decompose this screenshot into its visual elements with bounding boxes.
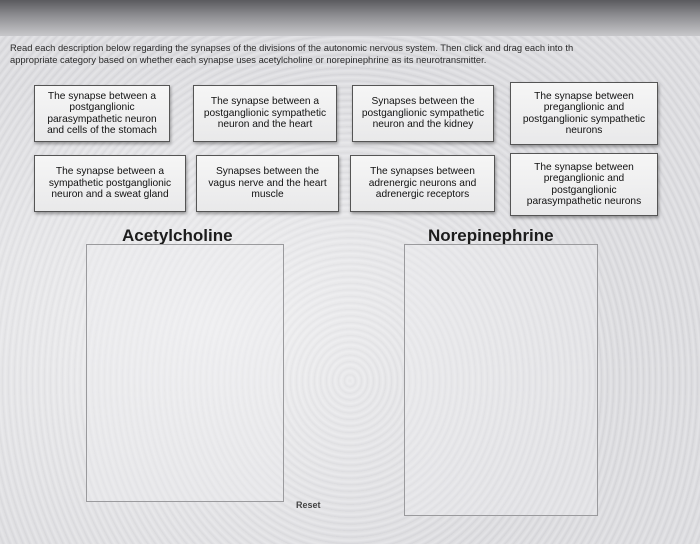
card-text-line: preganglionic and <box>543 173 625 184</box>
card-text-line: The synapse between <box>534 90 634 102</box>
draggable-card-sympathetic-heart[interactable] <box>193 85 337 142</box>
card-text-line: adrenergic receptors <box>375 189 470 201</box>
acetylcholine-heading: Acetylcholine <box>122 226 233 245</box>
norepinephrine-drop-zone[interactable] <box>404 244 598 516</box>
instructions-line-2: appropriate category based on whether each synapse uses acetylcholine or norepinephrine as its neurotransmitter. <box>10 54 487 65</box>
instructions-line-1: Read each description below regarding the synapses of the divisions of the autonomic nervous system. Then click and drag each into th <box>10 42 574 53</box>
draggable-card-sympathetic-pre-post[interactable] <box>510 82 658 145</box>
draggable-card-parasympathetic-pre-post[interactable] <box>510 153 658 216</box>
card-text-line: The synapse between a <box>55 166 165 178</box>
card-text-line: postganglionic sympathetic <box>203 107 327 119</box>
card-text-line: neuron and a sweat gland <box>51 189 169 201</box>
card-text-line: postganglionic <box>69 102 135 113</box>
card-text-line: The synapse between a <box>210 96 320 108</box>
card-text-line: neuron and the kidney <box>372 119 474 131</box>
card-text-line: neuron and the heart <box>217 119 313 131</box>
draggable-card-adrenergic-receptors[interactable] <box>350 155 495 212</box>
draggable-card-vagus-heart[interactable] <box>196 155 339 212</box>
card-text-line: postganglionic sympathetic <box>361 107 485 119</box>
card-text-line: neurons <box>565 125 603 136</box>
draggable-card-sympathetic-sweat-gland[interactable] <box>34 155 186 212</box>
draggable-card-sympathetic-kidney[interactable] <box>352 85 494 142</box>
card-text-line: parasympathetic neuron <box>47 113 157 125</box>
card-text-line: The synapses between <box>370 166 475 178</box>
top-banner <box>0 0 700 36</box>
card-text-line: sympathetic postganglionic <box>48 177 172 189</box>
norepinephrine-heading: Norepinephrine <box>428 226 554 245</box>
card-text-line: parasympathetic neurons <box>526 196 642 207</box>
card-text-line: Synapses between the <box>215 166 320 178</box>
card-text-line: preganglionic and <box>543 102 625 113</box>
card-text-line: The synapse between <box>534 161 634 173</box>
card-text-line: postganglionic <box>551 184 617 196</box>
instructions-text <box>10 42 698 66</box>
reset-button[interactable]: Reset <box>296 500 321 510</box>
draggable-card-parasympathetic-stomach[interactable] <box>34 85 170 142</box>
card-text-line: postganglionic sympathetic <box>522 113 646 125</box>
acetylcholine-drop-zone[interactable] <box>86 244 284 502</box>
card-text-line: and cells of the stomach <box>47 125 157 136</box>
card-text-line: adrenergic neurons and <box>368 177 477 189</box>
card-text-line: Synapses between the <box>371 96 475 108</box>
card-text-line: The synapse between a <box>47 90 157 102</box>
card-text-line: muscle <box>251 189 284 201</box>
card-text-line: vagus nerve and the heart <box>208 177 327 189</box>
